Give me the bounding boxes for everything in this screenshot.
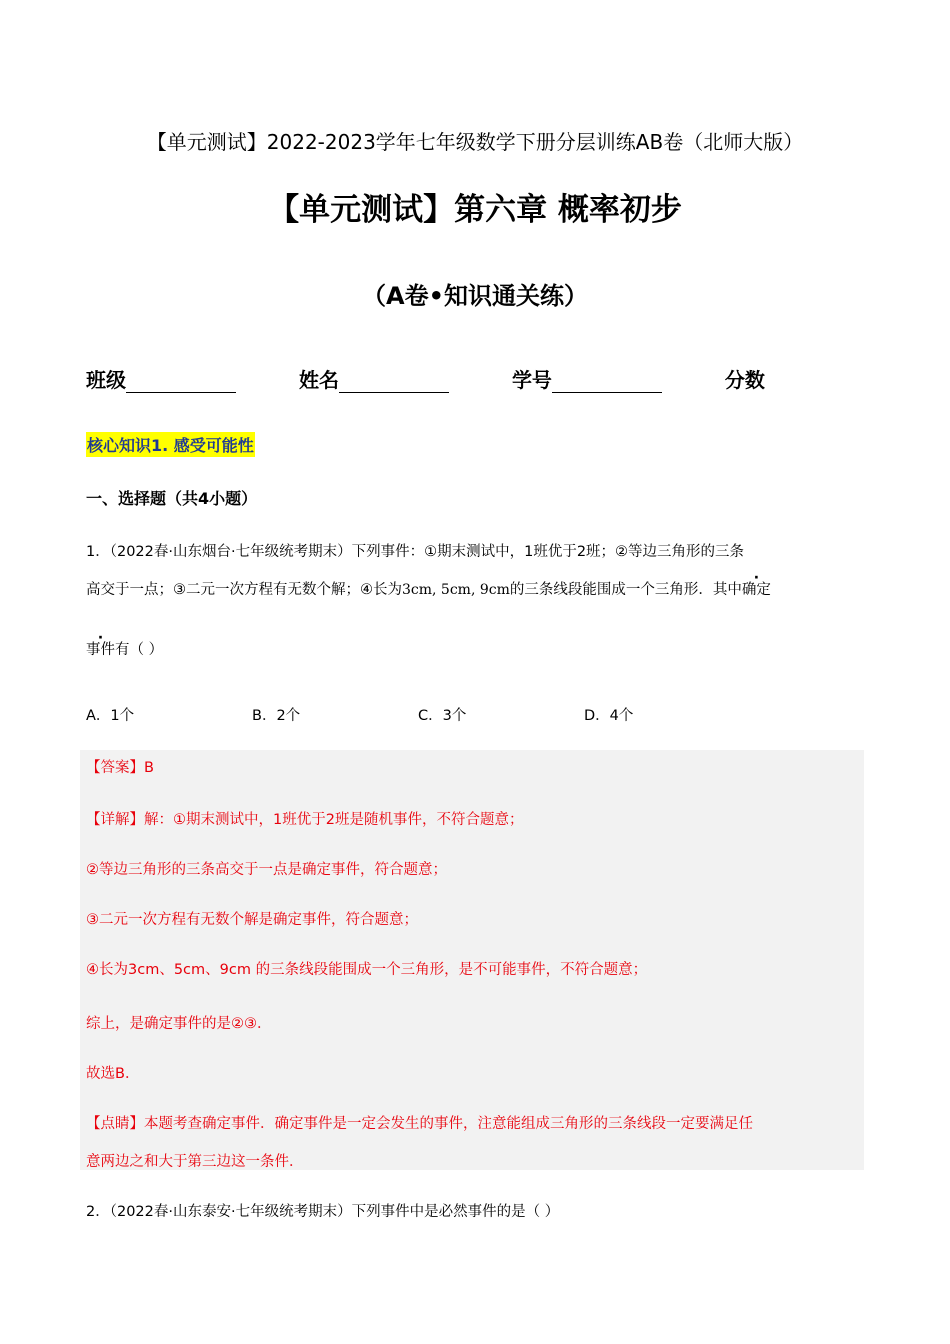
comment-tag: 【点睛】 xyxy=(86,1116,144,1132)
detail-line5: 综上，是确定事件的是②③． xyxy=(86,1016,272,1032)
question1-line2 xyxy=(86,578,771,599)
number-blank xyxy=(552,372,662,393)
name-label: 姓名 xyxy=(298,368,339,392)
detail-text: 解：①期末测试中，1班优于2班是随机事件，不符合题意； xyxy=(144,812,524,828)
detail-tag: 【详解】 xyxy=(86,812,144,828)
comment-text: 本题考查确定事件．确定事件是一定会发生的事件，注意能组成三角形的三条线段一定要满足任 xyxy=(144,1116,753,1132)
detail-line3: ③二元一次方程有无数个解是确定事件，符合题意； xyxy=(86,912,418,928)
score-label: 分数 xyxy=(724,368,765,392)
question2-text: 2．（2022春·山东泰安·七年级统考期末）下列事件中是必然事件的是（ ） xyxy=(86,1204,560,1220)
knowledge-tag: 核心知识1. 感受可能性 xyxy=(86,432,255,457)
main-title: 【单元测试】第六章 概率初步 xyxy=(268,192,682,228)
score-field xyxy=(725,364,765,393)
comment-line2: 意两边之和大于第三边这一条件． xyxy=(86,1154,304,1170)
detail-line6: 故选B． xyxy=(86,1066,140,1082)
name-field xyxy=(299,364,449,393)
series-title: 【单元测试】2022-2023学年七年级数学下册分层训练AB卷（北师大版） xyxy=(146,130,804,154)
number-label: 学号 xyxy=(511,368,552,392)
option-a: A．1个 xyxy=(86,708,135,724)
question1-line2-text: 高交于一点；③二元一次方程有无数个解；④长为 xyxy=(86,582,402,598)
question1-emphasis-determined: 确定 xyxy=(741,582,771,598)
answer-tag: 【答案】 xyxy=(86,760,144,776)
question1-line1: 1．（2022春·山东烟台·七年级统考期末）下列事件：①期末测试中，1班优于2班；②等边三角形的三条 xyxy=(86,544,745,560)
option-d: D．4个 xyxy=(584,708,634,724)
question1-line2-text-b: 的三条线段能围成一个三角形．其中 xyxy=(509,582,742,598)
question1-lengths-math: 3cm, 5cm, 9cm xyxy=(402,582,510,598)
number-field xyxy=(512,364,662,393)
comment-line1 xyxy=(86,1112,753,1133)
answer-value: B xyxy=(144,760,154,776)
detail-line2: ②等边三角形的三条高交于一点是确定事件，符合题意； xyxy=(86,862,447,878)
section-title: 一、选择题（共4小题） xyxy=(86,489,258,508)
student-info-row xyxy=(86,364,821,393)
class-label: 班级 xyxy=(86,368,126,392)
option-b: B．2个 xyxy=(252,708,301,724)
detail-line1 xyxy=(86,808,523,829)
class-field xyxy=(86,364,236,393)
question1-line3 xyxy=(86,638,163,659)
sub-title: （A卷•知识通关练） xyxy=(362,282,588,310)
option-c: C．3个 xyxy=(418,708,467,724)
answer-line xyxy=(86,756,154,777)
class-blank xyxy=(126,372,236,393)
question1-line3-text: 有（ ） xyxy=(115,642,164,658)
question1-emphasis-event: 事件 xyxy=(86,642,115,658)
detail-line4: ④长为3cm、5cm、9cm 的三条线段能围成一个三角形，是不可能事件，不符合题意； xyxy=(86,962,648,978)
name-blank xyxy=(339,372,449,393)
